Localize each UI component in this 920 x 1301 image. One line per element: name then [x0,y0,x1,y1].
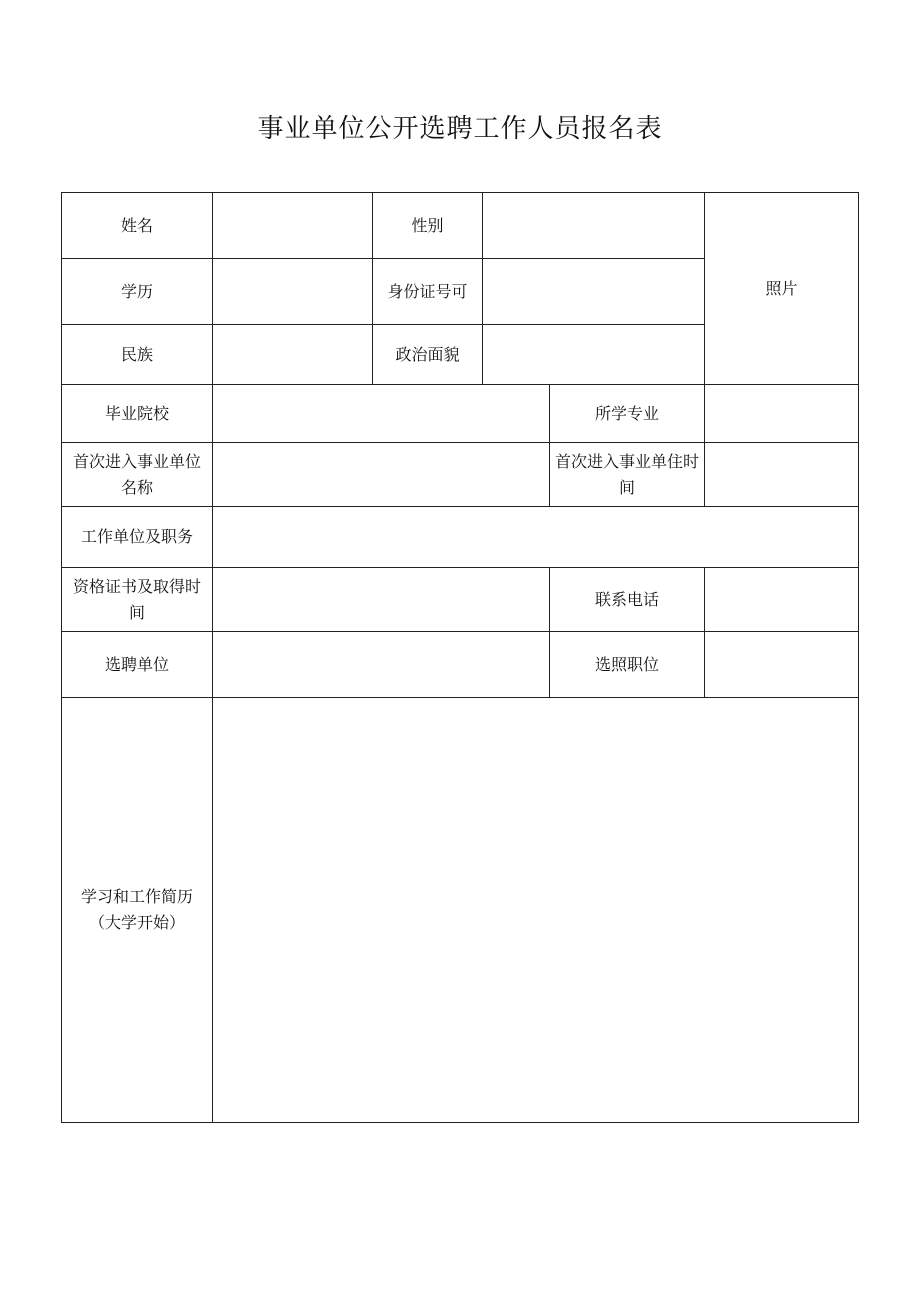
work-unit-position-field[interactable] [213,507,859,568]
education-field[interactable] [213,259,373,325]
ethnicity-field[interactable] [213,325,373,385]
gender-field[interactable] [483,193,705,259]
gender-label: 性别 [373,193,483,259]
resume-label-line1: 学习和工作简历 [80,887,193,906]
first-unit-name-label [62,443,213,507]
major-field[interactable] [705,385,859,443]
certificate-label-line1: 资格证书及取得时 [72,576,201,596]
hiring-unit-field[interactable] [213,632,550,698]
certificate-field[interactable] [213,568,550,632]
political-status-label: 政治面貌 [373,325,483,385]
id-number-field[interactable] [483,259,705,325]
first-unit-name-label-line2: 名称 [120,477,153,497]
first-unit-time-label-line1: 首次进入事业单住时 [554,451,699,471]
hiring-unit-label: 选聘单位 [62,632,213,698]
resume-label-line2: （大学开始） [88,913,185,932]
first-unit-time-field[interactable] [705,443,859,507]
ethnicity-label: 民族 [62,325,213,385]
certificate-label [62,568,213,632]
phone-label: 联系电话 [550,568,705,632]
political-status-field[interactable] [483,325,705,385]
registration-form-table [61,192,859,1123]
phone-field[interactable] [705,568,859,632]
work-unit-position-label: 工作单位及职务 [62,507,213,568]
major-label: 所学专业 [550,385,705,443]
resume-label [62,698,213,1123]
resume-field[interactable] [213,698,859,1123]
first-unit-name-field[interactable] [213,443,550,507]
graduated-school-field[interactable] [213,385,550,443]
graduated-school-label: 毕业院校 [62,385,213,443]
photo-box[interactable]: 照片 [705,193,859,385]
first-unit-time-label-line2: 间 [618,477,635,497]
id-number-label: 身份证号可 [373,259,483,325]
first-unit-name-label-line1: 首次进入事业单位 [72,451,201,471]
first-unit-time-label [550,443,705,507]
education-label: 学历 [62,259,213,325]
form-title: 事业单位公开选聘工作人员报名表 [257,114,663,144]
name-label: 姓名 [62,193,213,259]
hiring-position-field[interactable] [705,632,859,698]
certificate-label-line2: 间 [128,602,145,622]
name-field[interactable] [213,193,373,259]
hiring-position-label: 选照职位 [550,632,705,698]
